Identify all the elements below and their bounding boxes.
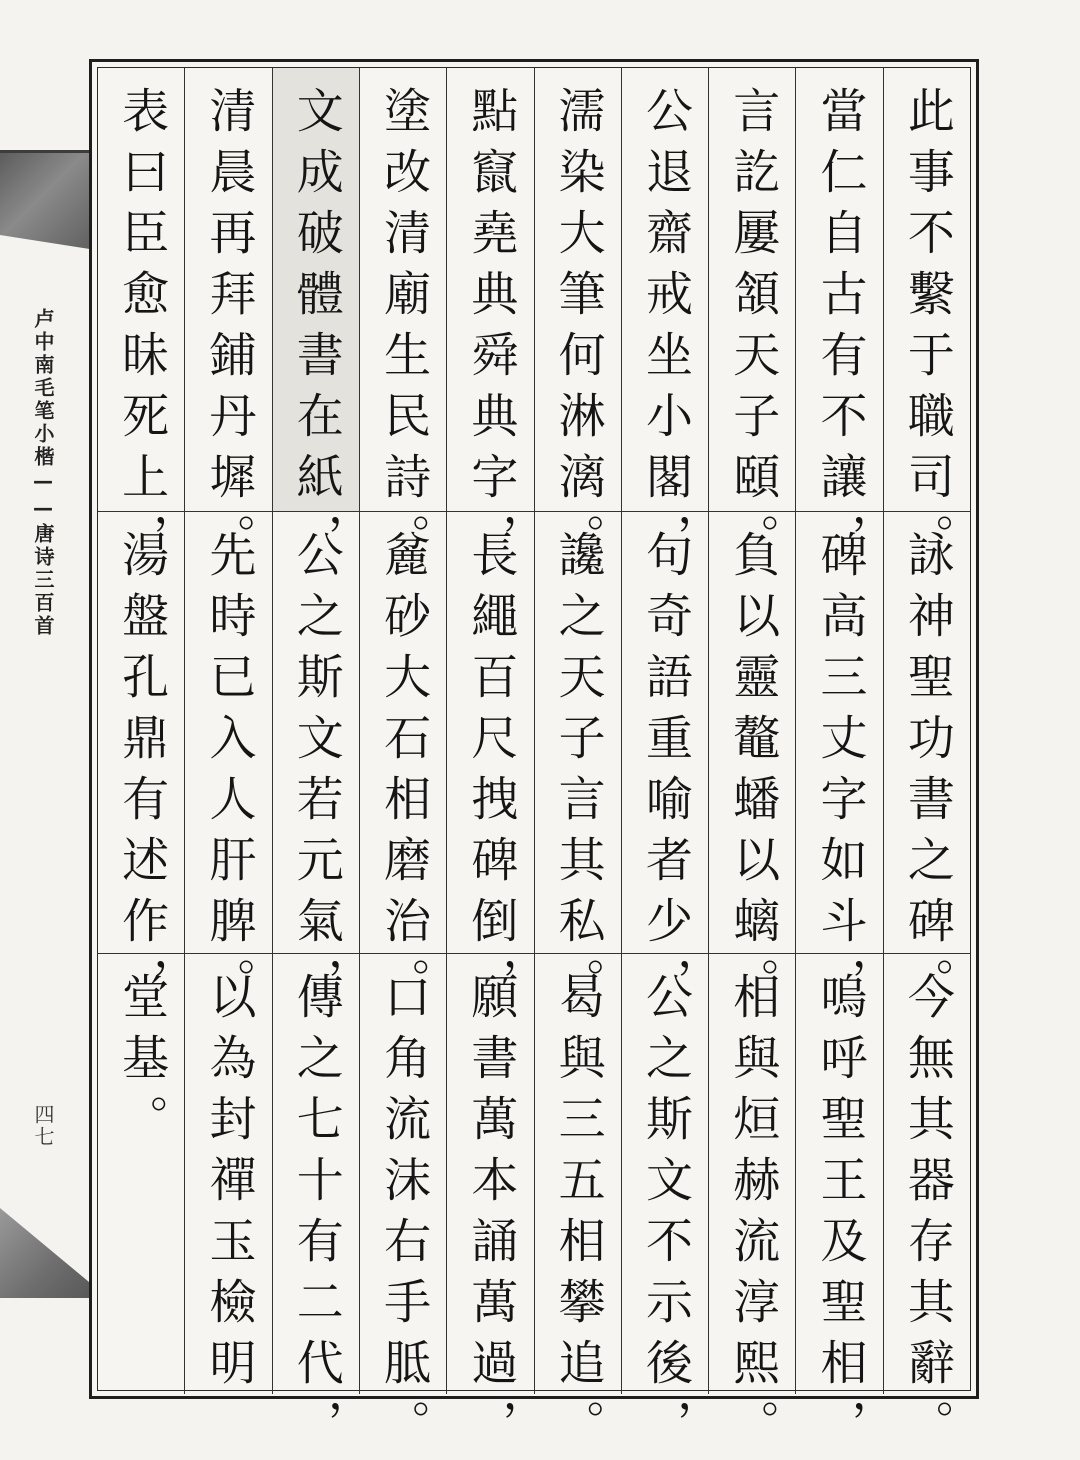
column-text: 湯盤孔鼎有述作， [114, 530, 170, 1018]
text-column [359, 512, 446, 1018]
text-column [446, 954, 533, 1460]
text-column [98, 68, 184, 574]
text-column [446, 68, 533, 574]
text-column [621, 68, 708, 574]
text-column [708, 68, 795, 574]
column-text: 公之斯文若元氣， [288, 530, 344, 1018]
book-title: 卢中南毛笔小楷——唐诗三百首 [31, 308, 55, 638]
column-text: 詠神聖功書之碑。 [899, 530, 955, 1018]
text-column [883, 68, 970, 574]
column-text: 願書萬本誦萬過， [463, 972, 519, 1460]
column-text: 濡染大筆何淋漓。 [550, 86, 606, 574]
column-text: 長繩百尺拽碑倒， [463, 530, 519, 1018]
column-text: 先時已入人肝脾。 [201, 530, 257, 1018]
column-text: 嗚呼聖王及聖相， [812, 972, 868, 1460]
decorative-tab-top [0, 150, 96, 250]
text-column [621, 954, 708, 1460]
column-text: 讒之天子言其私。 [550, 530, 606, 1018]
column-text: 塗改清廟生民詩。 [376, 86, 432, 574]
text-column [708, 512, 795, 1018]
text-column [272, 68, 359, 574]
text-column [534, 954, 621, 1460]
text-column [98, 954, 184, 1394]
column-text: 句奇語重喻者少， [637, 530, 693, 1018]
column-text: 堂基。 [114, 972, 170, 1155]
column-text: 公退齋戒坐小閣， [637, 86, 693, 574]
text-band-1 [98, 68, 970, 574]
column-text: 表曰臣愈昧死上， [114, 86, 170, 574]
column-text: 口角流沫右手胝。 [376, 972, 432, 1460]
calligraphy-frame [89, 59, 979, 1460]
decorative-tab-bottom [0, 1208, 92, 1298]
text-band-3 [98, 953, 970, 1460]
calligraphy-grid [97, 67, 971, 1460]
column-text: 此事不繫于職司。 [899, 86, 955, 574]
text-column [621, 512, 708, 1018]
text-column [184, 954, 271, 1399]
text-column [184, 68, 271, 574]
text-column [708, 954, 795, 1460]
column-text: 公之斯文不示後， [637, 972, 693, 1460]
page-number: 四七 [31, 1104, 55, 1148]
column-text: 點竄堯典舜典字， [463, 86, 519, 574]
text-band-2 [98, 511, 970, 1018]
text-column [534, 68, 621, 574]
text-column [446, 512, 533, 1018]
text-column [883, 954, 970, 1460]
column-text: 負以靈鼇蟠以螭。 [725, 530, 781, 1018]
text-column [795, 954, 882, 1460]
decorative-rule [0, 150, 96, 153]
column-text: 傳之七十有二代， [288, 972, 344, 1460]
column-text: 以為封禪玉檢明 [201, 972, 257, 1399]
column-text: 碑高三丈字如斗， [812, 530, 868, 1018]
column-text: 麄砂大石相磨治。 [376, 530, 432, 1018]
text-column [184, 512, 271, 1018]
column-text: 清晨再拜鋪丹墀。 [201, 86, 257, 574]
text-column [359, 954, 446, 1460]
text-column [272, 954, 359, 1460]
column-text: 文成破體書在紙， [288, 86, 344, 574]
text-column [534, 512, 621, 1018]
text-column [272, 512, 359, 1018]
text-column [359, 68, 446, 574]
column-text: 今無其器存其辭。 [899, 972, 955, 1460]
column-text: 相與烜赫流淳熙。 [725, 972, 781, 1460]
text-column [795, 68, 882, 574]
column-text: 言訖屢頷天子頤。 [725, 86, 781, 574]
column-text: 曷與三五相攀追。 [550, 972, 606, 1460]
text-column [795, 512, 882, 1018]
column-text: 當仁自古有不讓， [812, 86, 868, 574]
text-column [883, 512, 970, 1018]
text-column [98, 512, 184, 1018]
